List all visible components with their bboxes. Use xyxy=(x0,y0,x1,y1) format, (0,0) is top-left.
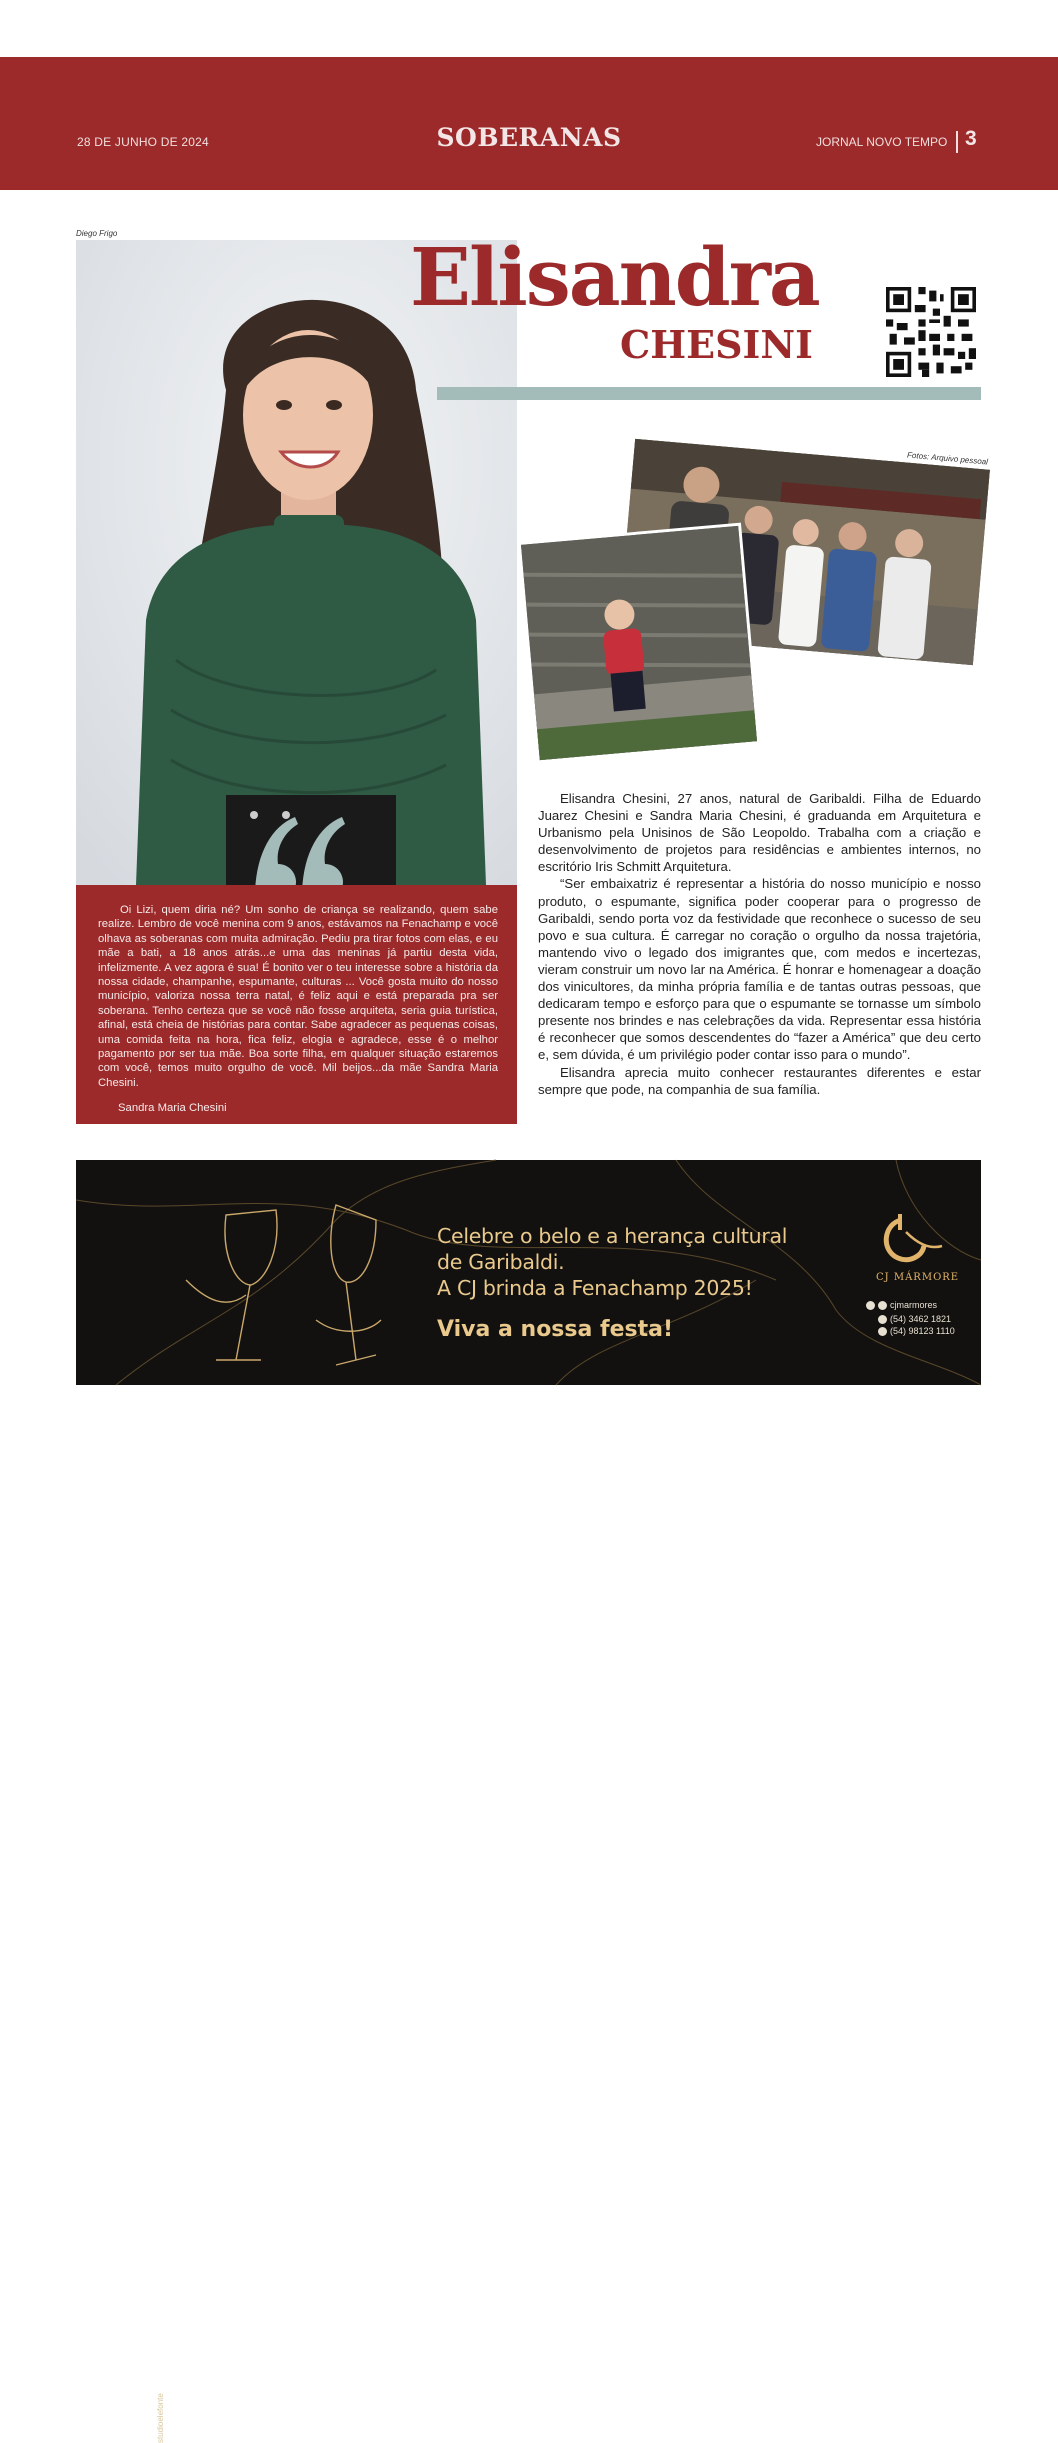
cj-marmore-logo-icon xyxy=(876,1212,946,1267)
ad-design-credit: studioelefonte xyxy=(156,2393,165,2443)
ad-social-text: cjmarmores xyxy=(890,1300,938,1310)
ad-brand-name: CJ MÁRMORE xyxy=(876,1272,960,1283)
instagram-icon xyxy=(878,1301,887,1310)
side-photo-credit: Fotos: Arquivo pessoal xyxy=(906,450,989,467)
mother-quote-text: Oi Lizi, quem diria né? Um sonho de criança se realizando, quem sabe realize. Lembro de você menina com 9 anos, estávamos na Fenachamp e você olhava as soberanas com muita admiração. Pediu pra tirar fotos com elas, e eu mãe a bati, a 18 anos atrás...e uma das meninas já partiu desta vida, infelizmente. A vez agora é sua! É bonito ver o teu interesse sobre a história da nossa cidade, champanhe, espumante, culturas ... Você gosta muito do nosso município, valoriza nossa terra natal, é feliz aqui e está preparada pra ser soberana. Tenho certeza que se você não fosse arquiteta, seria guia turística, afinal, está cheia de histórias para contar. Sabe agradecer as pequenas coisas, uma comida feita na hora, fica feliz, elogia e agradece, esse é o melhor pagamento por ser tua mãe. Boa sorte filha, em qualquer situação estaremos com você, temos muito orgulho de você. Mil beijos...da mãe Sandra Maria Chesini. xyxy=(98,904,498,1089)
facebook-icon xyxy=(866,1301,875,1310)
advertisement-banner[interactable] xyxy=(76,1160,981,2443)
article-paragraph: Elisandra Chesini, 27 anos, natural de Garibaldi. Filha de Eduardo Juarez Chesini e Sandra Maria Chesini, é graduanda em Arquitetura e Urbanismo pela Unisinos de São Leopoldo. Trabalha com a criação e desenvolvimento de projetos para residências e ambientes internos, no escritório Iris Schmitt Arquitetura. xyxy=(538,791,981,875)
whatsapp-icon xyxy=(878,1327,887,1336)
phone-icon xyxy=(878,1315,887,1324)
page-number: 3 xyxy=(965,127,977,150)
header-date: 28 DE JUNHO DE 2024 xyxy=(77,135,209,149)
portrait-photo xyxy=(76,240,517,885)
header-separator xyxy=(956,131,958,153)
ad-line-2: de Garibaldi. xyxy=(437,1250,565,1274)
childhood-photo xyxy=(521,526,757,760)
ad-whatsapp[interactable] xyxy=(878,1326,955,1336)
ad-social-handle[interactable] xyxy=(866,1300,937,1310)
childhood-illustration xyxy=(521,526,757,760)
ad-whatsapp-text: (54) 98123 1110 xyxy=(890,1326,955,1336)
title-first-name: Elisandra xyxy=(410,230,819,324)
portrait-illustration xyxy=(76,240,517,885)
champagne-glasses-icon xyxy=(166,1160,396,1385)
ad-slogan: Viva a nossa festa! xyxy=(437,1317,673,1342)
section-title: SOBERANAS xyxy=(436,123,622,152)
page-header xyxy=(0,57,1058,190)
title-last-name: CHESINI xyxy=(620,322,813,367)
mother-quote-box xyxy=(76,885,517,1124)
ad-phone[interactable] xyxy=(878,1314,951,1324)
article-paragraph: “Ser embaixatriz é representar a história do nosso município e nosso produto, o espumante, significa poder cooperar para o progresso de Garibaldi, sendo porta voz da festividade que reconhece o sucesso de seu povo e sua cultura. É carregar no coração o orgulho da nossa trajetória, mantendo vivo o legado dos imigrantes que, com medos e incertezas, vieram construir um novo lar na América. É honrar e homenagear a doação dos vinicultores, da minha própria família e de tantas outras pessoas, que dedicaram tempo e esforço para que o espumante se tornasse um símbolo presente nos brindes e nas celebrações da vida. Representar essa história é reconhecer que somos descendentes do “fazer a América” que deu certo e, sem dúvida, é um privilégio poder contar isso para o mundo”. xyxy=(538,876,981,1063)
title-divider-bar xyxy=(437,387,981,400)
qr-code-icon[interactable] xyxy=(886,287,976,377)
newspaper-name: JORNAL NOVO TEMPO xyxy=(816,135,948,149)
ad-line-3: A CJ brinda a Fenachamp 2025! xyxy=(437,1276,753,1300)
ad-line-1: Celebre o belo e a herança cultural xyxy=(437,1224,788,1248)
mother-quote-signature: Sandra Maria Chesini xyxy=(118,1102,227,1114)
ad-phone-text: (54) 3462 1821 xyxy=(890,1314,952,1324)
article-body xyxy=(538,790,981,1098)
main-photo-credit: Diego Frigo xyxy=(76,229,118,238)
article-paragraph: Elisandra aprecia muito conhecer restaurantes diferentes e estar sempre que pode, na companhia de sua família. xyxy=(538,1064,981,1097)
